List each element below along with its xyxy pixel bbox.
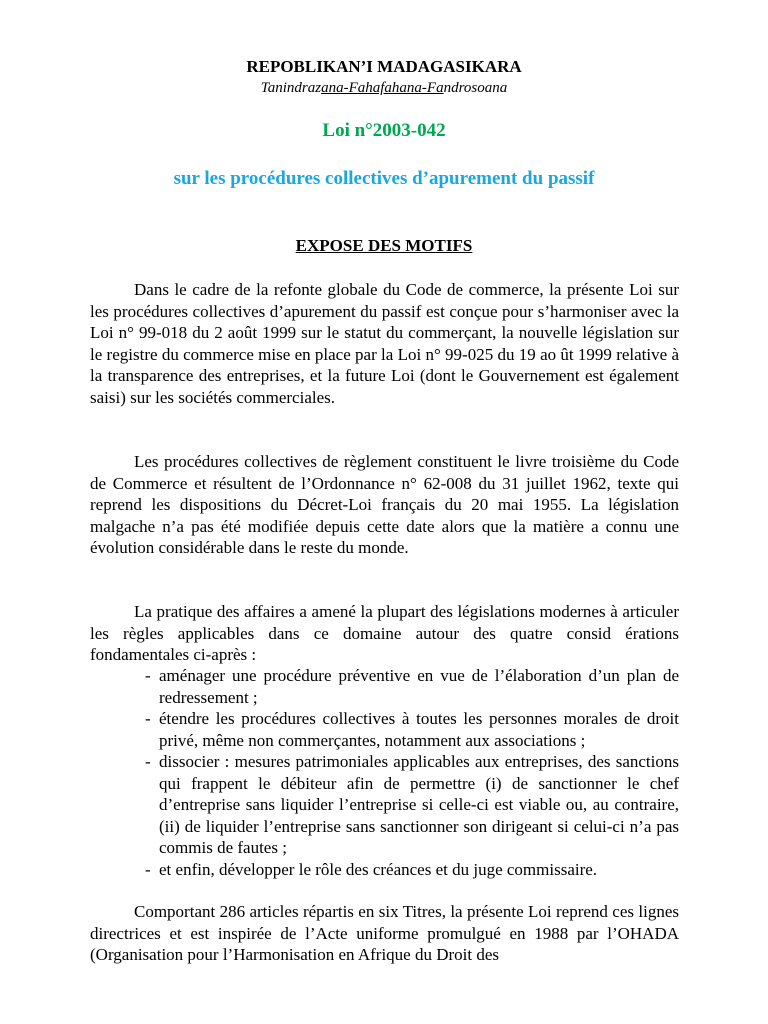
paragraph-4: Comportant 286 articles répartis en six Titres, la présente Loi reprend ces lignes directrices et est inspirée de l’Acte uniforme promulgué en 1988 par l’OHADA (Organisation pour l’Harmonisation en Afrique du Droit des xyxy=(90,902,679,964)
national-motto xyxy=(0,80,768,97)
country-heading: REPOBLIKAN’I MADAGASIKARA xyxy=(246,57,522,76)
bullet-marker: - xyxy=(145,859,151,879)
list-item xyxy=(145,751,679,859)
considerations-list xyxy=(145,665,679,880)
section-title: EXPOSE DES MOTIFS xyxy=(295,236,473,255)
list-item xyxy=(145,708,679,751)
paragraph-1: Dans le cadre de la refonte globale du Code de commerce, la présente Loi sur les procédures collectives d’apurement du passif est conçue pour s’harmoniser avec la Loi n° 99-018 du 2 août 1999 sur le statut du commerçant, la nouvelle législation sur le registre du commerce mise en place par la Loi n° 99-025 du 19 ao ût 1999 relative à la transparence des entreprises, et la future Loi (dont le Gouvernement est également saisi) sur les sociétés commerciales. xyxy=(90,280,679,407)
motto-suffix: ndrosoana xyxy=(443,80,508,96)
bullet-marker: - xyxy=(145,709,151,728)
list-item xyxy=(145,665,679,708)
list-item xyxy=(145,859,679,881)
motto-underlined: ana-Fahafahana-Fa xyxy=(321,80,444,96)
motto-prefix: Tanindraz xyxy=(260,80,322,96)
law-number: Loi n°2003-042 xyxy=(322,120,446,141)
paragraph-2: Les procédures collectives de règlement constituent le livre troisième du Code de Commerce et résultent de l’Ordonnance n° 62-008 du 31 juillet 1962, texte qui reprend les dispositions du Décret-Loi français du 20 mai 1955. La législation malgache n’a pas été modifiée depuis cette date alors que la matière a connu une évolution considérable dans le reste du monde. xyxy=(90,452,679,557)
list-item-text: et enfin, développer le rôle des créances et du juge commissaire. xyxy=(159,859,598,879)
bullet-marker: - xyxy=(145,752,151,771)
bullet-marker: - xyxy=(145,666,151,685)
law-subject: sur les procédures collectives d’apurement du passif xyxy=(173,168,595,189)
list-item-text: dissocier : mesures patrimoniales applicables aux entreprises, des sanctions qui frappent le débiteur afin de permettre (i) de sanctionner le chef d’entreprise sans liquider l’entreprise si celle-ci est viable ou, au contraire, (ii) de liquider l’entreprise sans sanctionner son dirigeant si celui-ci n’a pas commis de fautes ; xyxy=(159,752,679,857)
paragraph-3: La pratique des affaires a amené la plupart des législations modernes à articuler les règles applicables dans ce domaine autour des quatre consid érations fondamentales ci-après : xyxy=(90,602,679,664)
list-item-text: aménager une procédure préventive en vue de l’élaboration d’un plan de redressement ; xyxy=(159,666,679,707)
list-item-text: étendre les procédures collectives à toutes les personnes morales de droit privé, même non commerçantes, notamment aux associations ; xyxy=(159,709,679,750)
